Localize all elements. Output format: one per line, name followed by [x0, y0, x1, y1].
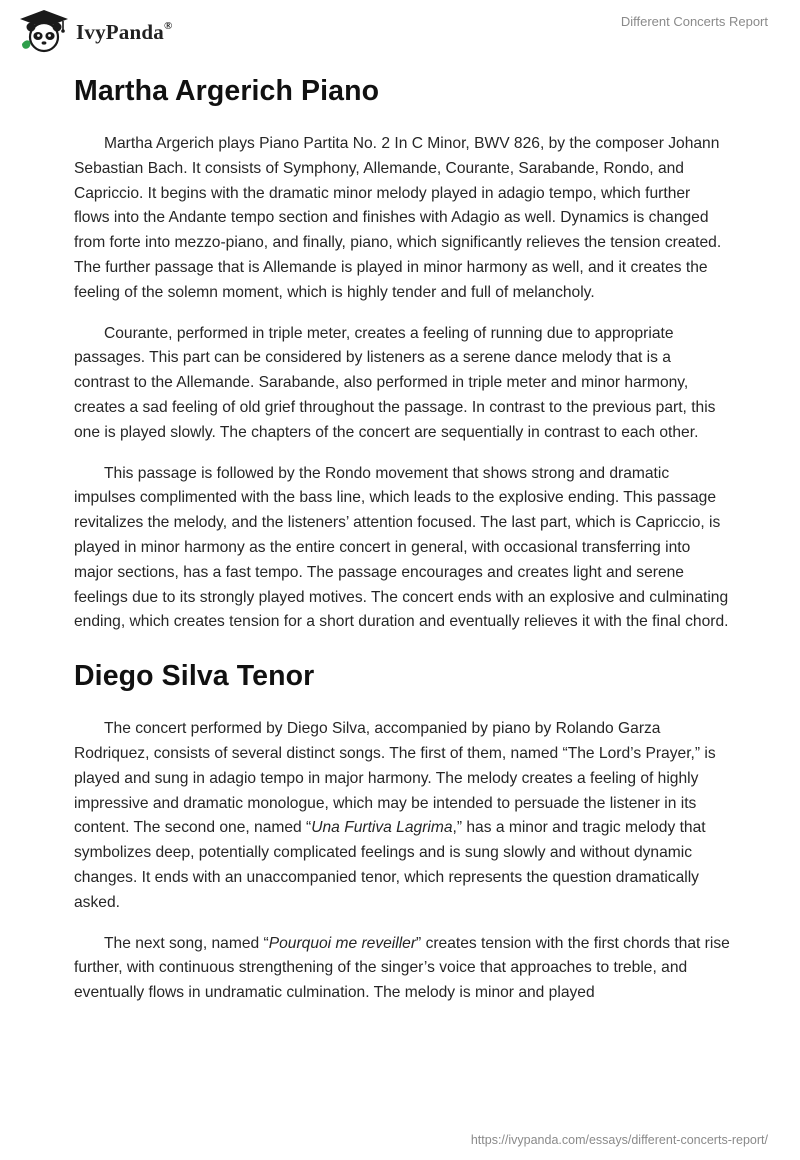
panda-graduate-icon — [16, 8, 72, 54]
document-title: Different Concerts Report — [620, 14, 768, 29]
essay-content — [74, 70, 730, 1006]
section-heading: Diego Silva Tenor — [74, 660, 315, 693]
song-title: Pourquoi me reveiller — [268, 934, 417, 952]
paragraph-text: ,” has a minor and tragic melody that symbolizes deep, potentially complicated feelings and is sung slowly and without dynamic changes. It ends with an unaccompanied tenor, which represents the question dramatically asked. — [74, 819, 706, 911]
source-url[interactable]: https://ivypanda.com/essays/different-concerts-report/ — [470, 1133, 768, 1147]
song-title: Una Furtiva Lagrima — [311, 819, 453, 837]
paragraph-text: The next song, named “ — [104, 934, 269, 952]
paragraph: Martha Argerich plays Piano Partita No. 2 In C Minor, BWV 826, by the composer Johann Sebastian Bach. It consists of Symphony, Allemande, Courante, Sarabande, Rondo, and Capriccio. It begins with the dramatic minor melody played in adagio tempo, which further flows into the Andante tempo section and finishes with Adagio as well. Dynamics is changed from forte into mezzo-piano, and finally, piano, which significantly relieves the tension created. The further passage that is Allemande is played in minor harmony as well, and it creates the feeling of the solemn moment, which is highly tender and full of melancholy. — [74, 135, 722, 301]
page-header — [0, 0, 800, 60]
paragraph-text: The concert performed by Diego Silva, accompanied by piano by Rolando Garza Rodriquez, consists of several distinct songs. The first of them, named “The Lord’s Prayer,” is played and sung in adagio tempo in major harmony. The melody creates a feeling of highly impressive and dramatic monologue, which may be intended to persuade the listener in its content. The second one, named “ — [74, 720, 716, 837]
logo-registered: ® — [163, 19, 173, 32]
paragraph — [74, 932, 730, 1006]
ivypanda-logo[interactable] — [16, 8, 172, 54]
paragraph — [74, 717, 730, 915]
section-heading: Martha Argerich Piano — [74, 75, 380, 107]
section-diego-silva — [74, 655, 730, 1006]
paragraph: Courante, performed in triple meter, creates a feeling of running due to appropriate passages. This part can be considered by listeners as a serene dance melody that is a contrast to the Allemande. Sarabande, also performed in triple meter and minor harmony, creates a sad feeling of old grief throughout the passage. In contrast to the previous part, this one is played slowly. The chapters of the concert are sequentially in contrast to each other. — [74, 324, 716, 441]
paragraph-text: ” creates tension with the first chords that rise further, with continuous strengthening of the singer’s voice that approaches to treble, and eventually flows in undramatic culmination. The melody is minor and played — [74, 934, 730, 1002]
paragraph: This passage is followed by the Rondo movement that shows strong and dramatic impulses complimented with the bass line, which leads to the explosive ending. This passage revitalizes the melody, and the listeners’ attention focused. The last part, which is Capriccio, is played in minor harmony as the entire concert in general, with occasional transferring into major sections, has a fast tempo. The passage encourages and creates light and serene feelings due to its strongly played motives. The concert ends with an explosive and culminating ending, which creates tension for a short duration and eventually relieves it with the final chord. — [74, 464, 729, 631]
logo-name: IvyPanda — [76, 19, 164, 44]
section-martha-argerich — [74, 70, 730, 635]
logo-wordmark — [76, 20, 172, 45]
